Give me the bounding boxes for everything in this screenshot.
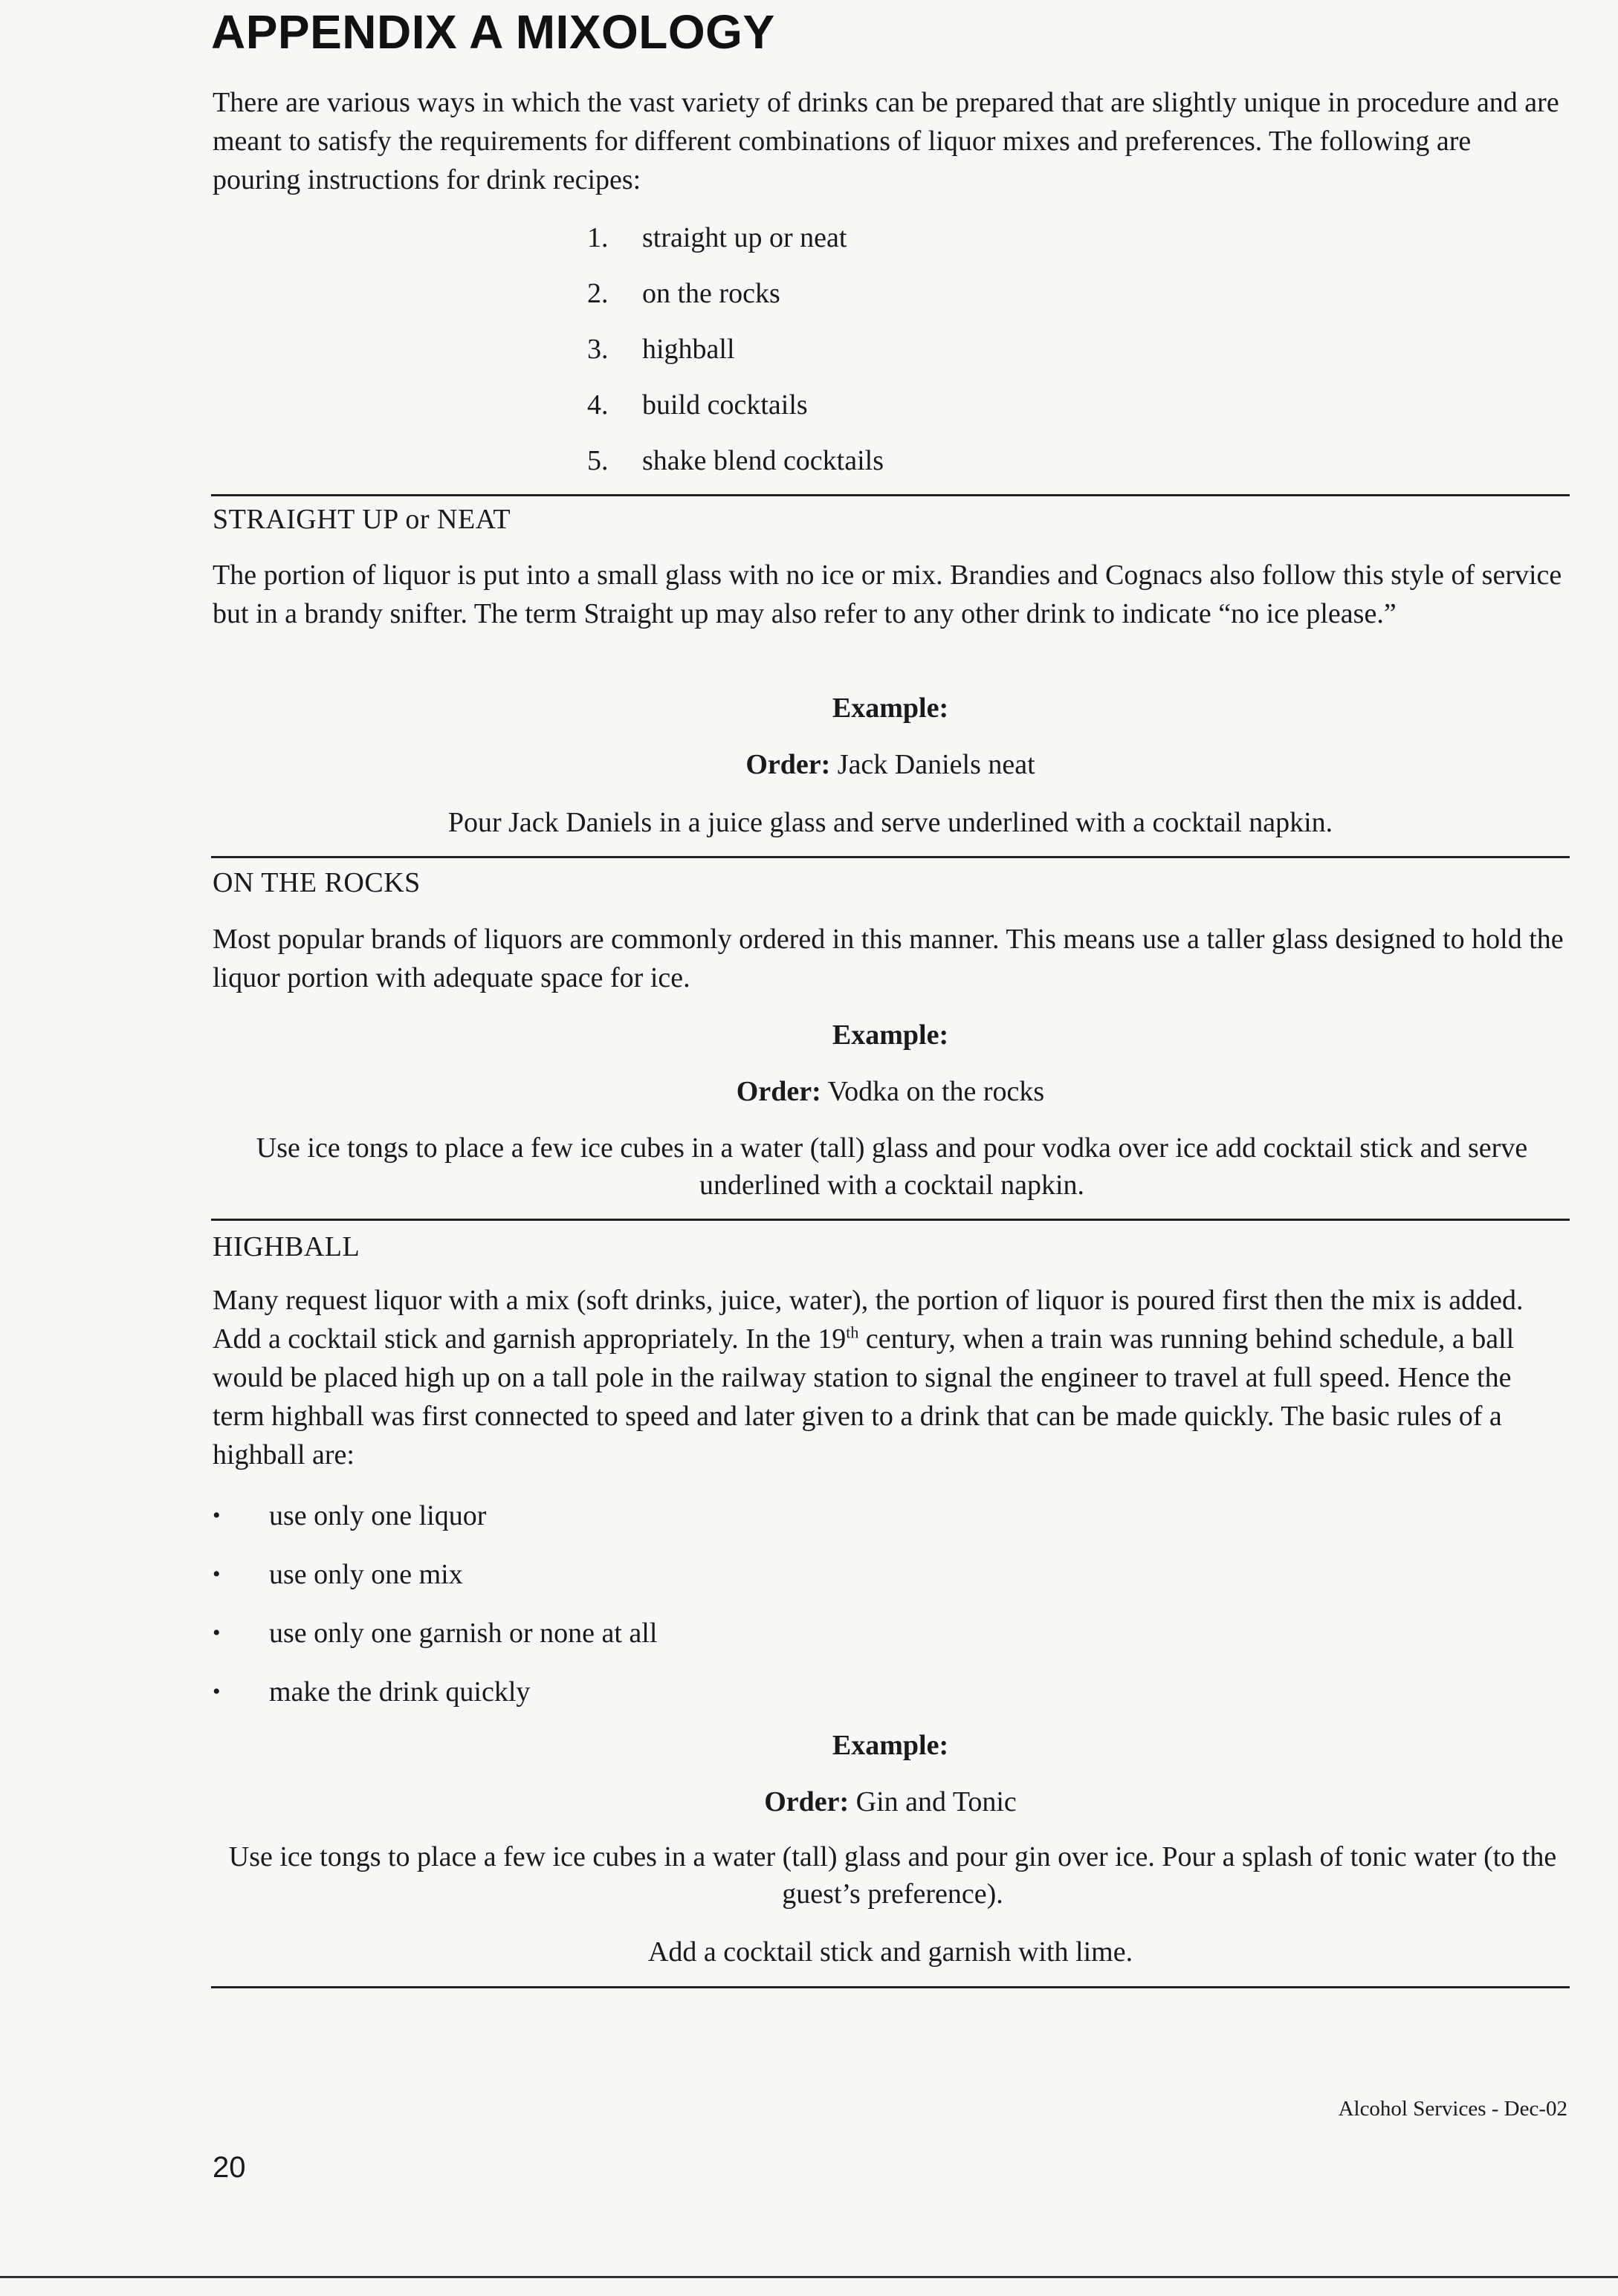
bullet-icon: • xyxy=(213,1503,221,1528)
order-line xyxy=(211,1783,1570,1820)
list-text: use only one liquor xyxy=(269,1500,487,1531)
order-line xyxy=(211,746,1570,783)
list-text: highball xyxy=(642,334,735,365)
list-item xyxy=(213,1673,657,1732)
page-title: APPENDIX A MIXOLOGY xyxy=(211,5,775,59)
scan-edge-line xyxy=(0,2276,1618,2278)
list-number: 3. xyxy=(587,334,609,365)
section-divider xyxy=(211,494,1570,496)
highball-rules-list xyxy=(213,1497,657,1732)
section-divider xyxy=(211,1986,1570,1988)
order-value: Jack Daniels neat xyxy=(837,749,1035,780)
superscript: th xyxy=(846,1323,859,1342)
instruction-text-2: Add a cocktail stick and garnish with lime. xyxy=(647,1936,1133,1968)
list-text: build cocktails xyxy=(642,389,808,421)
instruction-text: Use ice tongs to place a few ice cubes in a water (tall) glass and pour vodka over ice add cocktail stick and serve underlined with a cocktail napkin. xyxy=(256,1132,1528,1201)
straight-up-paragraph: The portion of liquor is put into a small glass with no ice or mix. Brandies and Cognacs also follow this style of service but in a brandy snifter. The term Straight up may also refer to any other drink to indicate “no ice please.” xyxy=(213,560,1562,629)
bullet-icon: • xyxy=(213,1679,221,1704)
pouring-instructions-list xyxy=(587,215,884,494)
list-number: 1. xyxy=(587,222,609,253)
list-text: on the rocks xyxy=(642,278,780,309)
list-number: 4. xyxy=(587,389,609,421)
order-value: Vodka on the rocks xyxy=(827,1076,1045,1107)
list-text: use only one mix xyxy=(269,1559,463,1590)
list-number: 5. xyxy=(587,445,609,476)
footer-text: Alcohol Services - Dec-02 xyxy=(1338,2097,1567,2121)
list-text: shake blend cocktails xyxy=(642,445,884,476)
section-divider xyxy=(211,856,1570,858)
list-text: make the drink quickly xyxy=(269,1676,531,1708)
order-label: Order: xyxy=(736,1076,821,1107)
section-heading-highball: HIGHBALL xyxy=(213,1231,360,1262)
instruction-text: Use ice tongs to place a few ice cubes in a water (tall) glass and pour gin over ice. Pour a splash of tonic water (to the guest’s preference). xyxy=(228,1841,1557,1910)
instruction-text: Pour Jack Daniels in a juice glass and serve underlined with a cocktail napkin. xyxy=(447,807,1333,838)
bullet-icon: • xyxy=(213,1562,221,1586)
order-line xyxy=(211,1073,1570,1110)
list-item xyxy=(587,327,884,383)
list-item xyxy=(213,1497,657,1556)
order-label: Order: xyxy=(745,749,831,780)
list-text: straight up or neat xyxy=(642,222,847,253)
example-label: Example: xyxy=(832,1019,949,1051)
list-item xyxy=(587,215,884,271)
list-item xyxy=(587,438,884,494)
order-label: Order: xyxy=(764,1786,850,1817)
example-label: Example: xyxy=(832,1730,949,1761)
list-number: 2. xyxy=(587,278,609,309)
order-value: Gin and Tonic xyxy=(855,1786,1017,1817)
section-heading-straight-up: STRAIGHT UP or NEAT xyxy=(213,504,511,535)
on-the-rocks-paragraph: Most popular brands of liquors are commonly ordered in this manner. This means use a taller glass designed to hold the liquor portion with adequate space for ice. xyxy=(213,924,1564,993)
bullet-icon: • xyxy=(213,1621,221,1645)
intro-paragraph: There are various ways in which the vast variety of drinks can be prepared that are slightly unique in procedure and are meant to satisfy the requirements for different combinations of liquor mixes and preferences. The following are pouring instructions for drink recipes: xyxy=(213,87,1559,195)
list-item xyxy=(213,1615,657,1673)
list-item xyxy=(213,1556,657,1615)
paragraph-text: century, when a train was running behind schedule, a ball would be placed high up on a tall pole in the railway station to signal the engineer to travel at full speed. Hence the term highball was first connected to speed and later given to a drink that can be made quickly. The basic rules of a highball are: xyxy=(213,1323,1515,1470)
page-number: 20 xyxy=(213,2151,246,2184)
example-label: Example: xyxy=(832,693,949,724)
section-divider xyxy=(211,1219,1570,1221)
list-item xyxy=(587,383,884,438)
section-heading-on-the-rocks: ON THE ROCKS xyxy=(213,867,421,898)
list-text: use only one garnish or none at all xyxy=(269,1618,658,1649)
paragraph-text: Many request liquor with a mix (soft drinks, juice, water), the portion of liquor is poured first then the mix is added. Add a cocktail stick and garnish appropriately. In the 19 xyxy=(213,1285,1524,1355)
highball-paragraph xyxy=(213,1281,1565,1474)
list-item xyxy=(587,271,884,327)
